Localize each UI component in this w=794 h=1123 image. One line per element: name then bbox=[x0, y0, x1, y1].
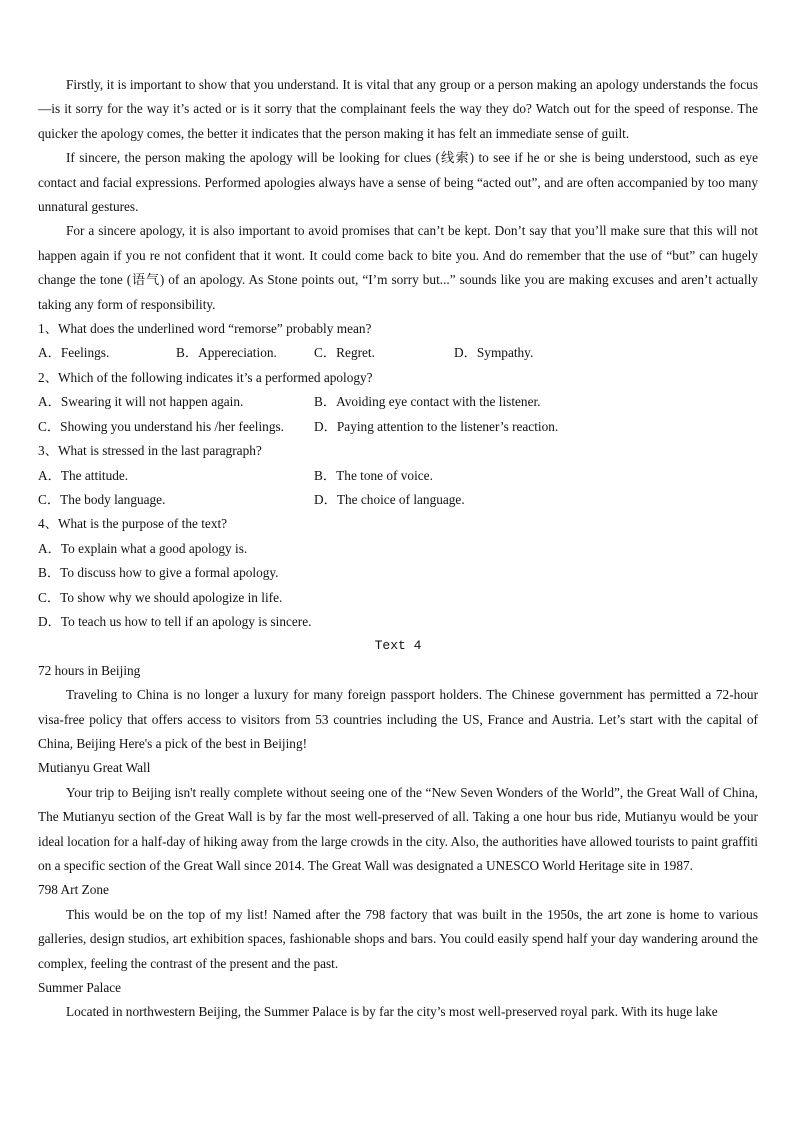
section-heading: Mutianyu Great Wall bbox=[38, 760, 151, 776]
question-number: 1、 bbox=[38, 321, 58, 337]
option-a: A．The attitude. bbox=[38, 467, 129, 483]
option-b: B．Appereciation. bbox=[176, 345, 277, 361]
option-c: C．To show why we should apologize in life. bbox=[38, 589, 283, 605]
question-stem bbox=[38, 317, 758, 341]
section-heading: Summer Palace bbox=[38, 980, 122, 996]
question-number: 4、 bbox=[38, 516, 58, 532]
article-title: 72 hours in Beijing bbox=[38, 662, 141, 678]
option-c: C．The body language. bbox=[38, 491, 166, 507]
options-row bbox=[38, 390, 758, 414]
section-body: Located in northwestern Beijing, the Summer Palace is by far the city’s most well-preserved royal park. With its huge lake bbox=[66, 1004, 718, 1020]
passage-paragraph: If sincere, the person making the apology will be looking for clues (线索) to see if he or she is being understood, such as eye contact and facial expressions. Performed apologies always have a sense of being “acted out”, and are often accompanied by too many unnatural gestures. bbox=[38, 150, 758, 215]
question-text: Which of the following indicates it’s a performed apology? bbox=[57, 369, 373, 385]
option-c: C．Regret. bbox=[314, 345, 375, 361]
question-stem bbox=[38, 366, 758, 390]
option-d: D．Paying attention to the listener’s reaction. bbox=[314, 418, 559, 434]
question-text: What does the underlined word “remorse” probably mean? bbox=[57, 321, 372, 337]
section-heading: 798 Art Zone bbox=[38, 882, 109, 898]
question-number: 3、 bbox=[38, 443, 58, 459]
passage-paragraph: For a sincere apology, it is also important to avoid promises that can’t be kept. Don’t say that you’ll make sure that this will not happen again if you re not confident that it wont. It could come back to bite you. And do remember that the use of “but” can hugely change the tone (语气) of an apology. As Stone points out, “I’m sorry but...” sounds like you are making excuses and aren’t actually taking any form of responsibility. bbox=[38, 223, 758, 312]
option-a: A．Feelings. bbox=[38, 345, 110, 361]
option-a: A．Swearing it will not happen again. bbox=[38, 394, 244, 410]
options-row bbox=[38, 488, 758, 512]
section-body: Your trip to Beijing isn't really complete without seeing one of the “New Seven Wonders of the World”, the Great Wall of China, The Mutianyu section of the Great Wall is by far the most well-preserved of all. Taking a one hour bus ride, Mutianyu would be your ideal location for a half-day of hiking away from the large crowds in the city. Also, the authorities have allowed tourists to paint graffiti on a specific section of the Great Wall since 2014. The Great Wall was designated a UNESCO World Heritage site in 1987. bbox=[38, 784, 758, 873]
option-d: D．Sympathy. bbox=[454, 345, 534, 361]
option-b: B．To discuss how to give a formal apology. bbox=[38, 565, 279, 581]
options-row bbox=[38, 341, 758, 365]
question-2 bbox=[38, 366, 758, 439]
question-1 bbox=[38, 317, 758, 366]
passage-paragraph: Firstly, it is important to show that you understand. It is vital that any group or a person making an apology understands the focus—is it sorry for the way it’s acted or is it sorry that the complainant feels the way they do? Watch out for the speed of response. The quicker the apology comes, the better it indicates that the person making it has felt an immediate sense of guilt. bbox=[38, 77, 758, 141]
section-title: Text 4 bbox=[374, 638, 422, 654]
article-intro: Traveling to China is no longer a luxury for many foreign passport holders. The Chinese government has permitted a 72-hour visa-free policy that offers access to visitors from 53 countries including the US, France and Austria. Let’s start with the capital of China, Beijing Here's a pick of the best in Beijing! bbox=[38, 687, 758, 751]
question-stem bbox=[38, 439, 758, 463]
question-number: 2、 bbox=[38, 369, 58, 385]
option-d: D．The choice of language. bbox=[314, 491, 465, 507]
question-3 bbox=[38, 439, 758, 512]
question-stem bbox=[38, 512, 758, 536]
options-row bbox=[38, 415, 758, 439]
question-text: What is stressed in the last paragraph? bbox=[57, 443, 262, 459]
section-body: This would be on the top of my list! Named after the 798 factory that was built in the 1950s, the art zone is home to various galleries, design studios, art exhibition spaces, fashionable shops and bars. You could easily spend half your day wandering around the complex, feeling the contrast of the present and the past. bbox=[38, 906, 758, 971]
option-a: A．To explain what a good apology is. bbox=[38, 540, 248, 556]
options-row bbox=[38, 464, 758, 488]
question-text: What is the purpose of the text? bbox=[57, 516, 228, 532]
option-b: B．Avoiding eye contact with the listener. bbox=[314, 394, 541, 410]
option-b: B．The tone of voice. bbox=[314, 467, 433, 483]
option-c: C．Showing you understand his /her feelings. bbox=[38, 418, 284, 434]
document-page bbox=[38, 73, 758, 1025]
option-d: D．To teach us how to tell if an apology is sincere. bbox=[38, 613, 312, 629]
question-4 bbox=[38, 512, 758, 634]
